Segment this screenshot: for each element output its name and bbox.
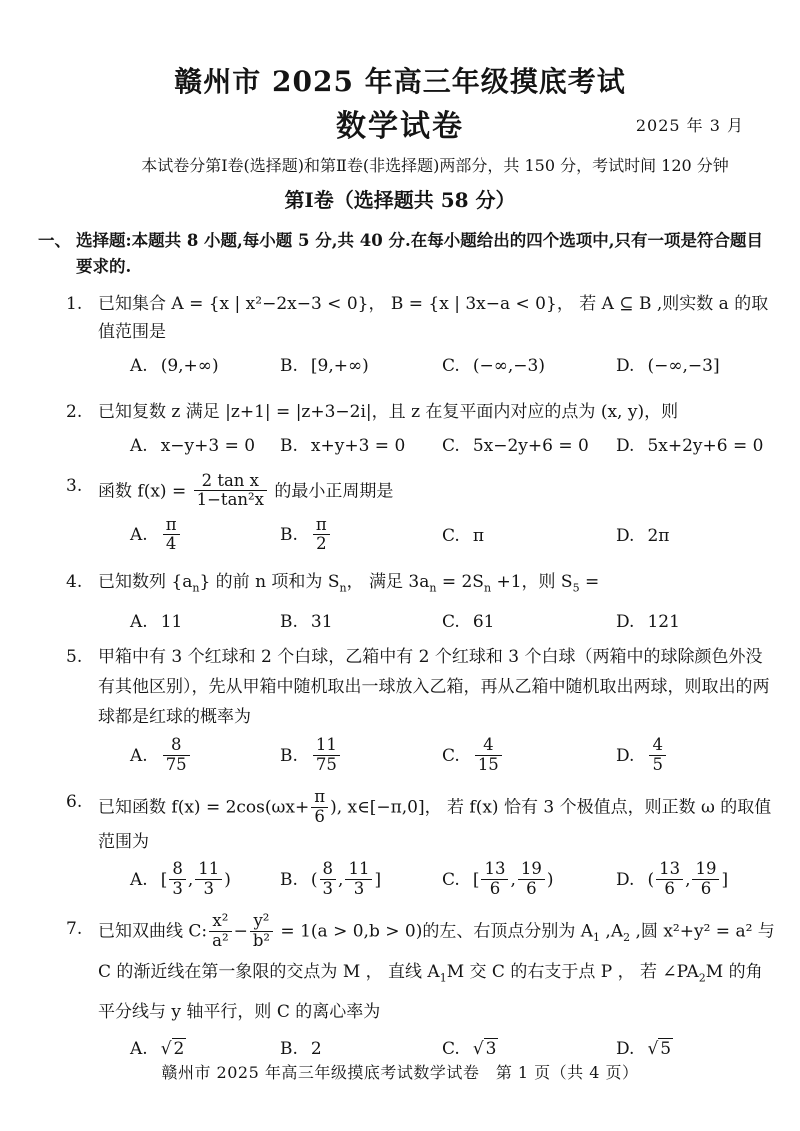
option-a xyxy=(130,436,280,456)
option-value: 5x−2y+6 = 0 xyxy=(472,436,589,456)
instructions-text: 选择题:本题共 8 小题,每小题 5 分,共 40 分.在每小题给出的四个选项中,只有一项是符合题目要求的. xyxy=(76,231,763,276)
option-label: D. xyxy=(616,525,635,546)
option-value: √ 5 xyxy=(647,1039,672,1060)
question-stem: 已知集合 A = {x | x²−2x−3 < 0}， B = {x | 3x−a < 0}， 若 A ⊆ B ,则实数 a 的取值范围是 xyxy=(98,294,769,342)
option-value: (−∞,−3] xyxy=(647,356,720,376)
option-label: B. xyxy=(280,612,298,633)
option-c xyxy=(442,860,616,900)
option-a xyxy=(130,736,280,776)
question-number: 4. xyxy=(66,571,83,592)
option-label: A. xyxy=(130,869,148,890)
option-label: C. xyxy=(442,356,460,376)
section-instructions xyxy=(38,228,766,280)
option-b xyxy=(280,1039,442,1059)
option-d xyxy=(616,526,800,546)
exam-subtitle: 数学试卷 xyxy=(336,109,464,144)
option-a xyxy=(130,1039,280,1059)
option-d xyxy=(616,436,800,456)
option-value: [ $\frac{8}{3}$ , $\frac{11}{3}$ ) xyxy=(160,859,231,898)
option-b xyxy=(280,736,442,776)
option-b xyxy=(280,356,442,376)
option-value: [9,+∞) xyxy=(310,356,369,376)
page-footer: 赣州市 2025 年高三年级摸底考试数学试卷 第 1 页（共 4 页） xyxy=(161,1063,639,1082)
option-c xyxy=(442,1039,616,1059)
option-c xyxy=(442,526,616,546)
option-label: C. xyxy=(442,745,460,766)
option-value: 11 xyxy=(160,612,183,633)
option-value: ( $\frac{13}{6}$ , $\frac{19}{6}$ ] xyxy=(647,859,729,898)
option-label: C. xyxy=(442,525,460,546)
question-6 xyxy=(0,788,800,900)
option-value: √ 3 xyxy=(472,1039,497,1060)
option-b xyxy=(280,860,442,900)
option-c xyxy=(442,736,616,776)
option-d xyxy=(616,356,800,376)
question-stem: 甲箱中有 3 个红球和 2 个白球，乙箱中有 2 个红球和 3 个白球（两箱中的球除颜色外没有其他区别），先从甲箱中随机取出一球放入乙箱，再从乙箱中随机取出两球，则取出的两球都是红球的概率为 xyxy=(98,647,770,728)
option-label: B. xyxy=(280,525,298,546)
option-c xyxy=(442,612,616,632)
option-label: B. xyxy=(280,869,298,890)
question-stem: 已知函数 f(x) = 2cos(ωx+ $\frac{\pi}{6}$ ), x∈[−π,0]， 若 f(x) 恰有 3 个极值点，则正数 ω 的取值范围为 xyxy=(98,787,772,853)
option-label: A. xyxy=(130,745,148,766)
option-d xyxy=(616,1039,800,1059)
option-value: (9,+∞) xyxy=(160,356,219,376)
option-value: $\frac{\pi}{2}$ xyxy=(311,525,332,545)
option-label: A. xyxy=(130,1039,148,1060)
question-7 xyxy=(0,912,800,1059)
option-label: C. xyxy=(442,612,460,633)
option-value: $\frac{8}{75}$ xyxy=(161,746,192,766)
option-label: B. xyxy=(280,356,298,376)
options-row xyxy=(0,860,800,900)
question-3 xyxy=(0,472,800,556)
option-label: D. xyxy=(616,436,635,456)
question-number: 6. xyxy=(66,792,83,813)
option-label: D. xyxy=(616,745,635,766)
option-value: 121 xyxy=(647,612,680,633)
option-b xyxy=(280,516,442,556)
option-value: 2π xyxy=(647,525,670,546)
question-number: 3. xyxy=(66,476,83,496)
option-d xyxy=(616,860,800,900)
option-label: C. xyxy=(442,436,460,456)
options-row xyxy=(0,356,800,376)
option-value: $\frac{\pi}{4}$ xyxy=(161,525,182,545)
question-stem: 已知双曲线 C: $\frac{\text{x²}}{\text{a²}}$ − $\frac{\text{y²}}{\text{b²}}$ = 1(a > 0,b > 0)的左、右顶点分别为 $A_1$ $,A_2$ ,圆 x²+y² = a² 与 C 的渐近线在第一象限的交点为 M ， 直线 $A_1M$ 交 C 的右支于点 P ， 若 $\angle PA_2M$ 的角平分线与 y 轴平行，则 C 的离心率为 xyxy=(98,911,775,1023)
option-value: 31 xyxy=(310,612,333,633)
options-row xyxy=(0,436,800,456)
options-row xyxy=(0,736,800,776)
option-value: $\frac{4}{15}$ xyxy=(473,746,504,766)
option-value: x−y+3 = 0 xyxy=(160,436,256,456)
option-value: π xyxy=(472,525,484,546)
option-c xyxy=(442,436,616,456)
option-value: $\frac{4}{5}$ xyxy=(647,746,668,766)
option-label: A. xyxy=(130,612,148,633)
question-stem: 已知数列 $\{a_n\}$ 的前 n 项和为 $S_n$， 满足 $3a_n = 2S_n +1$，则 $S_5$ = xyxy=(98,571,600,595)
options-row xyxy=(0,1039,800,1059)
option-c xyxy=(442,356,616,376)
question-stem: 函数 f(x) = $\frac{\text{2 tan x}}{\text{1−tan²x}}$ 的最小正周期是 xyxy=(98,471,394,510)
question-stem: 已知复数 z 满足 |z+1| = |z+3−2i|，且 z 在复平面内对应的点为 (x, y)，则 xyxy=(98,402,679,422)
options-row xyxy=(0,516,800,556)
question-number: 1. xyxy=(66,294,83,314)
instructions-label: 一、 xyxy=(38,231,71,250)
option-value: (−∞,−3) xyxy=(472,356,545,376)
option-value: [ $\frac{13}{6}$ , $\frac{19}{6}$ ) xyxy=(472,859,554,898)
option-value: ( $\frac{8}{3}$ , $\frac{11}{3}$ ] xyxy=(310,859,382,898)
option-a xyxy=(130,516,280,556)
question-4 xyxy=(0,568,800,632)
question-2 xyxy=(0,398,800,456)
question-1 xyxy=(0,290,800,376)
subtitle-row xyxy=(0,106,800,152)
exam-date: 2025 年 3 月 xyxy=(635,116,744,135)
question-number: 5. xyxy=(66,647,83,668)
option-value: √ 2 xyxy=(160,1039,185,1060)
option-label: A. xyxy=(130,356,148,376)
option-b xyxy=(280,436,442,456)
option-label: D. xyxy=(616,869,635,890)
option-label: D. xyxy=(616,1039,635,1060)
option-a xyxy=(130,860,280,900)
option-value: x+y+3 = 0 xyxy=(310,436,406,456)
option-label: A. xyxy=(130,525,148,546)
option-label: D. xyxy=(616,612,635,633)
option-b xyxy=(280,612,442,632)
exam-info: 本试卷分第Ⅰ卷(选择题)和第Ⅱ卷(非选择题)两部分，共 150 分，考试时间 120 分钟 xyxy=(141,156,729,175)
page-title: 赣州市 2025 年高三年级摸底考试 xyxy=(174,65,626,98)
option-label: A. xyxy=(130,436,148,456)
option-label: C. xyxy=(442,1039,460,1060)
question-number: 7. xyxy=(66,919,83,940)
option-a xyxy=(130,612,280,632)
option-label: D. xyxy=(616,356,635,376)
question-number: 2. xyxy=(66,402,83,422)
option-label: C. xyxy=(442,869,460,890)
option-d xyxy=(616,736,800,776)
question-5 xyxy=(0,642,800,776)
section-title: 第Ⅰ卷（选择题共 58 分） xyxy=(284,188,516,212)
option-value: 5x+2y+6 = 0 xyxy=(647,436,764,456)
option-label: B. xyxy=(280,745,298,766)
option-d xyxy=(616,612,800,632)
option-label: B. xyxy=(280,1039,298,1060)
option-a xyxy=(130,356,280,376)
option-value: 61 xyxy=(472,612,495,633)
options-row xyxy=(0,612,800,632)
option-value: $\frac{11}{75}$ xyxy=(311,746,342,766)
option-label: B. xyxy=(280,436,298,456)
option-value: 2 xyxy=(310,1039,322,1060)
